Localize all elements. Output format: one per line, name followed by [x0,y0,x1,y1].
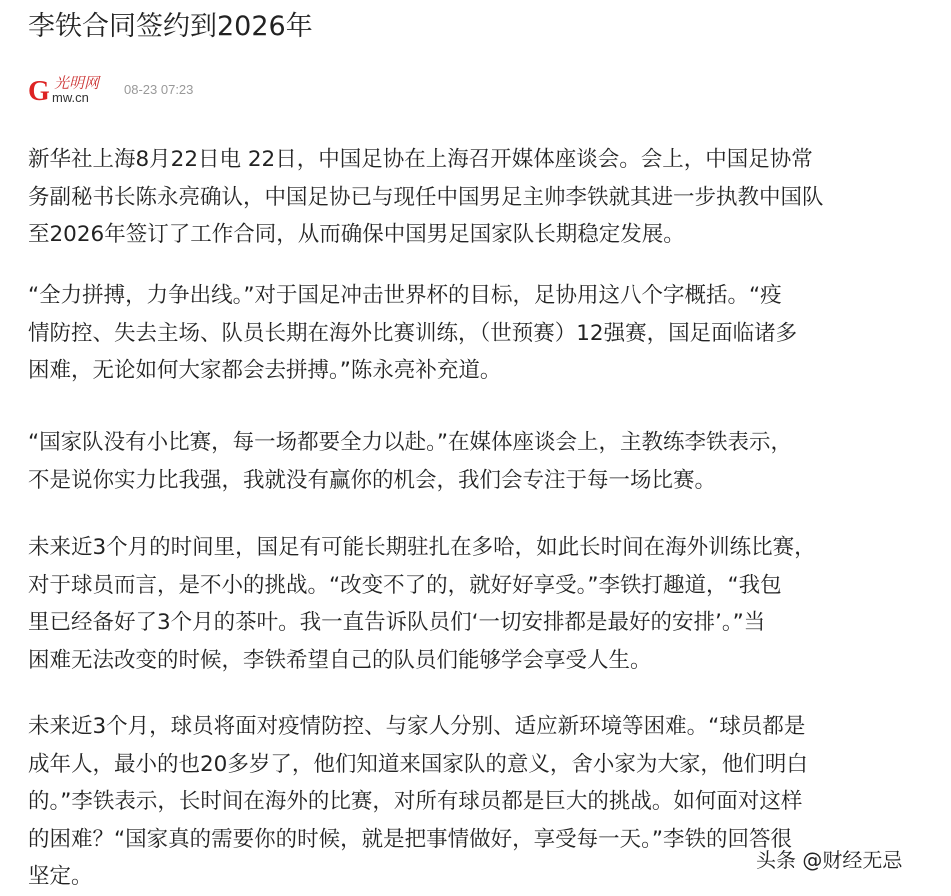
paragraph-line: “国家队没有小比赛，每一场都要全力以赴。”在媒体座谈会上，主教练李铁表示， [28,430,793,455]
source-logo[interactable]: G 光明网 mw.cn [28,74,100,107]
article-paragraph [28,708,808,896]
article-paragraph [28,529,816,679]
paragraph-line: 困难无法改变的时候，李铁希望自己的队员们能够学会享受人生。 [28,647,652,673]
paragraph-line: 的。”李铁表示，长时间在海外的比赛，对所有球员都是巨大的挑战。如何面对这样 [28,789,803,814]
paragraph-line: 至2026年签订了工作合同，从而确保中国男足国家队长期稳定发展。 [28,222,685,247]
paragraph-line: 坚定。 [28,864,93,889]
paragraph-line: 对于球员而言，是不小的挑战。“改变不了的，就好好享受。”李铁打趣道，“我包 [28,572,782,598]
paragraph-line: 的困难？“国家真的需要你的时候，就是把事情做好，享受每一天。”李铁的回答很 [28,826,793,852]
publish-time: 08-23 07:23 [124,81,194,97]
article-title: 李铁合同签约到2026年 [28,11,313,42]
paragraph-line: 未来近3个月的时间里，国足有可能长期驻扎在多哈，如此长时间在海外训练比赛， [28,535,816,560]
paragraph-line: 未来近3个月，球员将面对疫情防控、与家人分别、适应新环境等困难。“球员都是 [28,714,806,739]
paragraph-line: 新华社上海8月22日电 22日，中国足协在上海召开媒体座谈会。会上，中国足协常 [28,147,813,172]
article-paragraph [28,424,792,499]
paragraph-line: 情防控、失去主场、队员长期在海外比赛训练，（世预赛）12强赛，国足面临诸多 [28,320,798,346]
article-paragraph [28,277,797,390]
watermark: 头条 @财经无忌 [756,848,903,872]
paragraph-line: “全力拼搏，力争出线。”对于国足冲击世界杯的目标，足协用这八个字概括。“疫 [28,283,782,308]
paragraph-line: 困难，无论如何大家都会去拼搏。”陈永亮补充道。 [28,358,502,383]
paragraph-line: 里已经备好了3个月的茶叶。我一直告诉队员们‘一切安排都是最好的安排’。”当 [28,610,766,635]
paragraph-line: 不是说你实力比我强，我就没有赢你的机会，我们会专注于每一场比赛。 [28,467,717,493]
paragraph-line: 务副秘书长陈永亮确认，中国足协已与现任中国男足主帅李铁就其进一步执教中国队 [28,184,824,210]
article-paragraph [28,141,824,254]
article-meta [28,72,193,106]
paragraph-line: 成年人，最小的也20多岁了，他们知道来国家队的意义，舍小家为大家，他们明白 [28,751,808,777]
